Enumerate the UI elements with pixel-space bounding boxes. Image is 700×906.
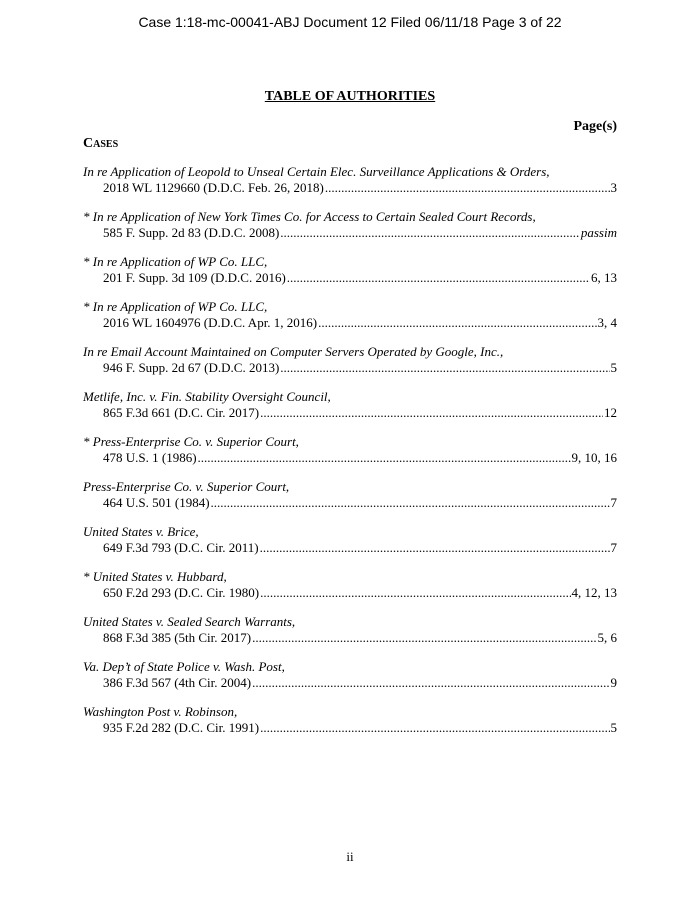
case-header: Case 1:18-mc-00041-ABJ Document 12 Filed 06/11/18 Page 3 of 22 — [138, 14, 562, 30]
citation-line — [83, 180, 617, 196]
dot-leader — [325, 180, 610, 196]
page-references: passim — [580, 225, 617, 240]
citation-line — [83, 495, 617, 511]
authority-entry — [83, 614, 617, 659]
dot-leader — [211, 495, 610, 511]
dot-leader — [252, 675, 609, 691]
page-references: 7 — [610, 495, 617, 510]
page-references: 4, 12, 13 — [571, 585, 617, 600]
page-number: ii — [346, 849, 354, 864]
case-name: United States v. Brice, — [83, 524, 199, 539]
authorities-list — [83, 164, 617, 749]
case-name: * Press-Enterprise Co. v. Superior Court, — [83, 434, 299, 449]
citation-line — [83, 315, 617, 331]
case-name: * In re Application of WP Co. LLC, — [83, 299, 268, 314]
case-name: * In re Application of New York Times Co. for Access to Certain Sealed Court Records, — [83, 209, 536, 224]
case-name: Va. Dep’t of State Police v. Wash. Post, — [83, 659, 285, 674]
citation-line — [83, 720, 617, 736]
dot-leader — [318, 315, 596, 331]
case-citation: 386 F.3d 567 (4th Cir. 2004) — [103, 675, 252, 690]
dot-leader — [260, 720, 609, 736]
case-citation: 946 F. Supp. 2d 67 (D.D.C. 2013) — [103, 360, 280, 375]
authority-entry — [83, 479, 617, 524]
authority-entry — [83, 434, 617, 479]
page-references: 3 — [610, 180, 617, 195]
citation-line — [83, 270, 617, 286]
citation-line — [83, 540, 617, 556]
authority-entry — [83, 389, 617, 434]
page-references: 6, 13 — [591, 270, 617, 285]
case-citation: 201 F. Supp. 3d 109 (D.D.C. 2016) — [103, 270, 286, 285]
page-references: 9 — [610, 675, 617, 690]
citation-line — [83, 450, 617, 466]
pages-column-label: Page(s) — [573, 119, 617, 134]
case-citation: 650 F.2d 293 (D.C. Cir. 1980) — [103, 585, 260, 600]
page-references: 12 — [604, 405, 617, 420]
page-references: 5 — [610, 360, 617, 375]
page-references: 7 — [610, 540, 617, 555]
citation-line — [83, 585, 617, 601]
dot-leader — [260, 585, 570, 601]
case-citation: 868 F.3d 385 (5th Cir. 2017) — [103, 630, 252, 645]
case-name: United States v. Sealed Search Warrants, — [83, 614, 296, 629]
case-name: Washington Post v. Robinson, — [83, 704, 238, 719]
case-name: In re Application of Leopold to Unseal Certain Elec. Surveillance Applications & Orders, — [83, 164, 550, 179]
dot-leader — [280, 225, 580, 241]
citation-line — [83, 405, 617, 421]
case-citation: 585 F. Supp. 2d 83 (D.D.C. 2008) — [103, 225, 280, 240]
citation-line — [83, 630, 617, 646]
case-name: In re Email Account Maintained on Computer Servers Operated by Google, Inc., — [83, 344, 504, 359]
authority-entry — [83, 524, 617, 569]
case-name: * United States v. Hubbard, — [83, 569, 227, 584]
page-references: 9, 10, 16 — [571, 450, 617, 465]
case-name: Press-Enterprise Co. v. Superior Court, — [83, 479, 290, 494]
section-label-cases: Cases — [83, 136, 119, 151]
case-citation: 478 U.S. 1 (1986) — [103, 450, 197, 465]
case-name: * In re Application of WP Co. LLC, — [83, 254, 268, 269]
authority-entry — [83, 569, 617, 614]
dot-leader — [198, 450, 571, 466]
dot-leader — [260, 540, 610, 556]
authority-entry — [83, 164, 617, 209]
authority-entry — [83, 254, 617, 299]
case-citation: 464 U.S. 501 (1984) — [103, 495, 210, 510]
citation-line — [83, 675, 617, 691]
page-references: 5, 6 — [597, 630, 617, 645]
dot-leader — [252, 630, 596, 646]
case-citation: 865 F.3d 661 (D.C. Cir. 2017) — [103, 405, 260, 420]
authority-entry — [83, 299, 617, 344]
page-references: 3, 4 — [597, 315, 617, 330]
dot-leader — [280, 360, 609, 376]
dot-leader — [287, 270, 590, 286]
dot-leader — [260, 405, 603, 421]
case-citation: 935 F.2d 282 (D.C. Cir. 1991) — [103, 720, 260, 735]
authority-entry — [83, 209, 617, 254]
case-citation: 2016 WL 1604976 (D.D.C. Apr. 1, 2016) — [103, 315, 318, 330]
page-references: 5 — [610, 720, 617, 735]
authority-entry — [83, 344, 617, 389]
authority-entry — [83, 704, 617, 749]
authority-entry — [83, 659, 617, 704]
case-citation: 2018 WL 1129660 (D.D.C. Feb. 26, 2018) — [103, 180, 324, 195]
page-title: TABLE OF AUTHORITIES — [264, 89, 436, 104]
case-name: Metlife, Inc. v. Fin. Stability Oversight Council, — [83, 389, 331, 404]
citation-line — [83, 360, 617, 376]
citation-line — [83, 225, 617, 241]
case-citation: 649 F.3d 793 (D.C. Cir. 2011) — [103, 540, 259, 555]
